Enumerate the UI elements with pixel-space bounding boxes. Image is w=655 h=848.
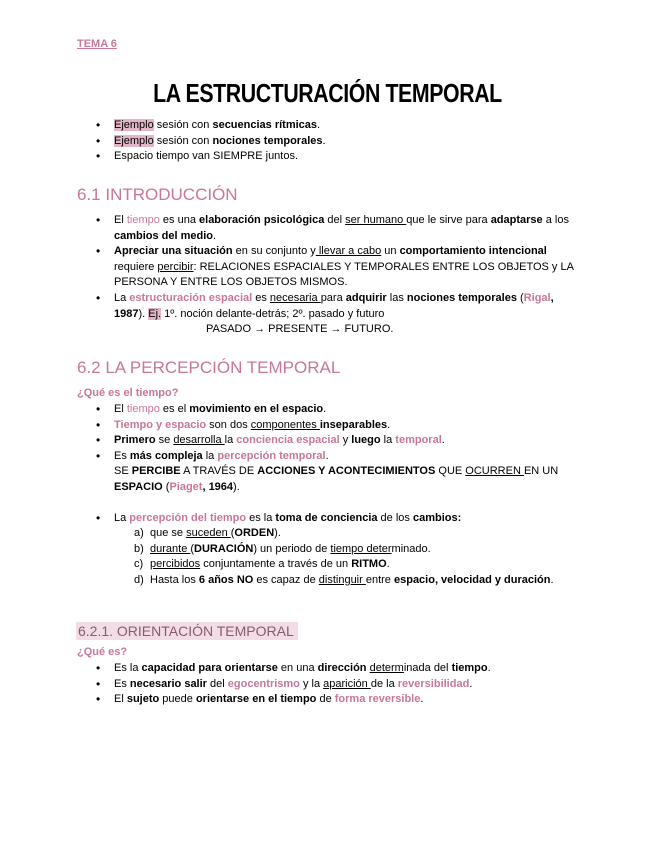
list-item	[96, 418, 586, 434]
text: : RELACIONES ESPACIALES Y TEMPORALES ENTRE LOS OBJETOS y LA PERSONA Y ENTRE LOS OBJETOS MISMOS.	[114, 260, 574, 289]
pink-text: temporal	[395, 434, 442, 447]
text: la	[380, 434, 396, 447]
underlined-text: distinguir	[318, 573, 366, 586]
text: (	[190, 542, 195, 555]
list-item	[96, 134, 586, 150]
text: en su conjunto y	[232, 245, 316, 258]
text: .	[550, 573, 554, 586]
bold-text: luego	[351, 434, 381, 447]
text: es el	[159, 403, 190, 415]
text: .	[322, 134, 326, 147]
sub-item	[114, 542, 586, 558]
text: la	[202, 449, 218, 462]
underlined-text: tiempo deter	[330, 542, 392, 555]
topic-label: TEMA 6	[77, 38, 117, 50]
pink-text: percepción temporal	[217, 449, 326, 462]
bold-text: adquirir	[345, 291, 387, 304]
text: .	[441, 434, 445, 447]
pink-text: percepción del tiempo	[129, 511, 247, 524]
underlined-text: aparición	[323, 677, 371, 690]
text: (	[162, 480, 170, 493]
sub-item	[114, 526, 586, 542]
sub-marker: b)	[134, 542, 144, 555]
pink-text: egocentrismo	[227, 677, 300, 690]
pink-text: tiempo	[126, 403, 160, 415]
text: requiere	[114, 260, 158, 273]
list-item	[96, 244, 586, 291]
citation-year: , 1964	[202, 480, 234, 493]
timeline-line: PASADO → PRESENTE → FUTURO.	[206, 323, 394, 336]
text: que se	[150, 527, 187, 540]
text: son dos	[206, 418, 251, 431]
text: SE	[114, 465, 132, 478]
underlined-text: percibidos	[150, 558, 201, 571]
underlined-text: durante	[150, 542, 191, 555]
section-6-1-list	[96, 213, 586, 338]
sub-marker: d)	[134, 573, 144, 586]
underlined-text: desarrolla	[173, 434, 225, 447]
intro-list	[96, 118, 586, 165]
page-title: LA ESTRUCTURACIÓN TEMPORAL	[153, 78, 502, 108]
text: la	[224, 434, 237, 447]
bold-text: 6 años NO	[198, 573, 254, 586]
text: minado.	[391, 542, 431, 555]
text: .	[323, 403, 327, 415]
list-item	[96, 511, 586, 589]
text: es una	[159, 214, 200, 226]
text: ) un periodo de	[253, 542, 331, 555]
text: de	[316, 693, 335, 706]
sub-item	[114, 573, 586, 589]
bold-text: orientarse en el tiempo	[195, 693, 317, 706]
text: para	[320, 291, 346, 304]
bold-text: elaboración psicológica	[199, 214, 325, 226]
text: es capaz de	[253, 573, 319, 586]
text: ).	[233, 480, 240, 493]
text: se	[155, 434, 174, 447]
sub-item	[114, 557, 586, 573]
text: (	[516, 291, 524, 304]
citation-year: , 1987	[114, 291, 554, 320]
text: sesión con	[153, 134, 213, 147]
continuation-line	[114, 464, 586, 495]
pink-text: estructuración espacial	[129, 291, 253, 304]
bold-text: movimiento en el espacio	[189, 403, 324, 415]
question-label: ¿Qué es?	[77, 646, 128, 658]
text: A TRAVÉS DE	[180, 465, 258, 478]
text: .	[213, 229, 217, 242]
text: La	[114, 511, 130, 524]
text: El	[114, 403, 127, 415]
list-item: • Espacio tiempo van SIEMPRE juntos.	[96, 149, 586, 165]
sub-marker: c)	[134, 558, 144, 571]
text: las	[386, 291, 407, 304]
underlined-text: ser humano	[345, 214, 407, 226]
bold-text: nociones temporales	[212, 134, 323, 147]
list-item	[96, 433, 586, 449]
highlighted-text: Ejemplo	[114, 134, 154, 147]
pink-text: forma reversible	[334, 693, 421, 706]
bold-text: Primero	[114, 434, 156, 447]
section-heading-6-1: 6.1 INTRODUCCIÓN	[77, 185, 238, 204]
highlighted-text: Ej.	[148, 307, 162, 320]
pink-text: reversibilidad	[397, 677, 470, 690]
underlined-text: percibir	[157, 260, 194, 273]
text: Es la	[114, 662, 142, 674]
text: que le sirve para	[406, 214, 491, 226]
text: un	[381, 245, 400, 258]
bold-text: inseparables	[319, 418, 388, 431]
text: La	[114, 291, 130, 304]
bold-text: ESPACIO	[114, 480, 163, 493]
bold-text: cambios del medio	[114, 229, 214, 242]
list-item	[96, 291, 586, 338]
bold-text: ORDEN	[234, 527, 275, 540]
citation-author: Piaget	[169, 480, 203, 493]
underlined-text: necesaria	[269, 291, 321, 304]
bold-text: dirección	[317, 662, 367, 674]
text: es la	[246, 511, 276, 524]
pink-text: conciencia espacial	[236, 434, 340, 447]
bold-text: toma de conciencia	[275, 511, 378, 524]
bold-text: capacidad para orientarse	[141, 662, 278, 674]
section-heading-6-2-1: 6.2.1. ORIENTACIÓN TEMPORAL	[76, 622, 298, 640]
text: de los	[377, 511, 413, 524]
pink-text: tiempo	[126, 214, 160, 226]
text: .	[469, 677, 473, 690]
bold-text: espacio, velocidad y duración	[393, 573, 551, 586]
bold-text: RITMO	[351, 558, 387, 571]
text: sesión con	[153, 119, 213, 131]
text: .	[387, 418, 391, 431]
bold-text: Apreciar una situación	[114, 245, 233, 258]
underlined-text: llevar a cabo	[315, 245, 382, 258]
bold-text: cambios:	[412, 511, 462, 524]
list-item	[96, 449, 586, 496]
list-item	[96, 402, 586, 418]
text: y la	[299, 677, 324, 690]
text: EN UN	[523, 465, 559, 478]
underlined-text: suceden	[186, 527, 231, 540]
text: a los	[542, 214, 569, 226]
question-label: ¿Qué es el tiempo?	[77, 387, 179, 399]
text: Es	[114, 677, 130, 690]
bold-text: más compleja	[129, 449, 203, 462]
list-item	[96, 692, 586, 708]
text: del	[324, 214, 346, 226]
text: inada del	[403, 662, 452, 674]
text: en una	[277, 662, 318, 674]
bold-text: necesario salir	[129, 677, 207, 690]
text: .	[386, 558, 390, 571]
text: El	[114, 214, 127, 226]
bold-text: DURACIÓN	[194, 542, 254, 555]
bold-text: tiempo	[451, 662, 488, 674]
bold-text: PERCIBE	[131, 465, 181, 478]
bold-text: secuencias rítmicas	[212, 119, 318, 131]
section-6-2-list	[96, 402, 586, 589]
pink-text: Tiempo y espacio	[114, 418, 207, 431]
text: de la	[370, 677, 398, 690]
list-item	[96, 677, 586, 693]
list-item	[96, 661, 586, 677]
citation-author: Rigal	[523, 291, 551, 304]
text: QUE	[435, 465, 466, 478]
bold-text: ACCIONES Y ACONTECIMIENTOS	[257, 465, 436, 478]
highlighted-text: Ejemplo	[114, 119, 154, 131]
text: conjuntamente a través de un	[200, 558, 352, 571]
text: es	[252, 291, 270, 304]
text: .	[325, 449, 329, 462]
bold-text: sujeto	[126, 693, 160, 706]
text: 1º. noción delante-detrás; 2º. pasado y futuro	[161, 307, 385, 320]
bold-text: comportamiento intencional	[399, 245, 547, 258]
text: puede	[159, 693, 196, 706]
text: ).	[138, 307, 149, 320]
text: .	[487, 662, 491, 674]
text: entre	[365, 573, 394, 586]
text: ).	[274, 527, 281, 540]
text: del	[206, 677, 228, 690]
text: y	[339, 434, 352, 447]
text: Hasta los	[150, 573, 199, 586]
underlined-text: OCURREN	[465, 465, 524, 478]
text: Es	[114, 449, 130, 462]
list-item	[96, 118, 586, 134]
list-item	[96, 213, 586, 244]
text: .	[420, 693, 424, 706]
section-heading-6-2: 6.2 LA PERCEPCIÓN TEMPORAL	[77, 358, 341, 377]
text: El	[114, 693, 127, 706]
section-6-2-1-list	[96, 661, 586, 708]
bold-text: nociones temporales	[406, 291, 517, 304]
underlined-text: determ	[369, 662, 404, 674]
text: .	[317, 119, 321, 131]
underlined-text: componentes	[250, 418, 320, 431]
sub-marker: a)	[134, 527, 144, 540]
text: (	[230, 527, 235, 540]
bold-text: adaptarse	[490, 214, 543, 226]
